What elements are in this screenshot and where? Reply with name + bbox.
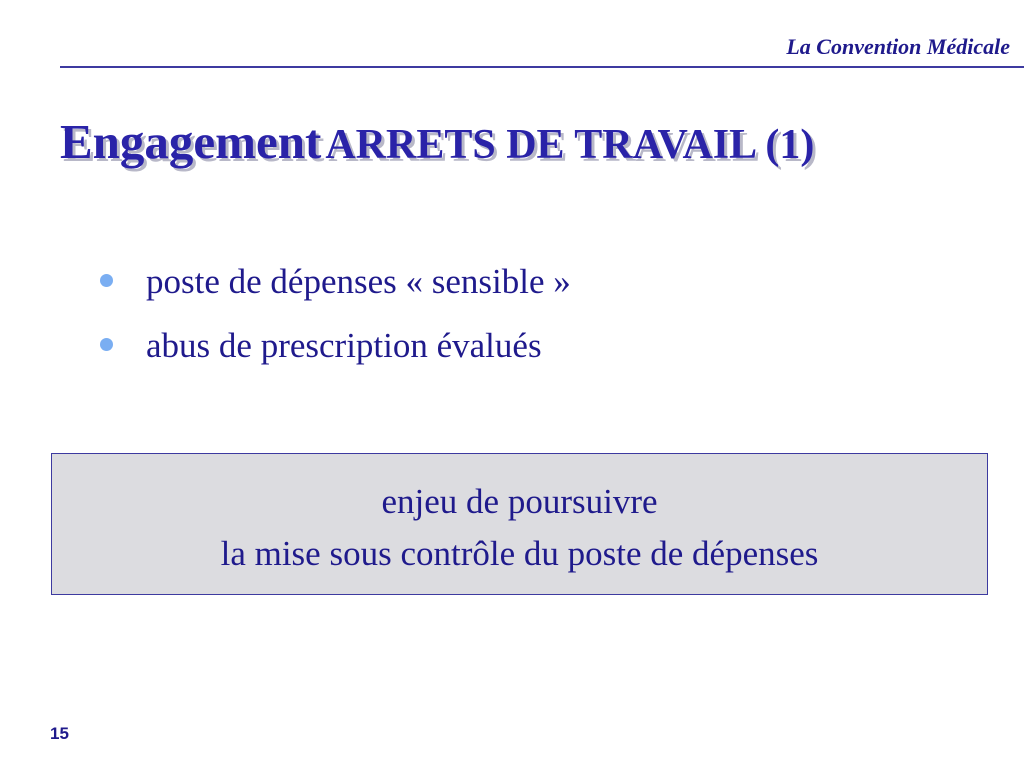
bullet-dot-icon [100, 338, 113, 351]
bullet-text: abus de prescription évalués [146, 326, 542, 365]
callout-line-1: enjeu de poursuivre [381, 482, 658, 521]
page-number: 15 [50, 724, 69, 743]
bullet-text: poste de dépenses « sensible » [146, 262, 571, 301]
slide-title-part1: Engagement [60, 114, 322, 169]
header-title: La Convention Médicale [786, 34, 1010, 59]
header-divider [60, 66, 1024, 68]
bullet-dot-icon [100, 274, 113, 287]
slide-title-part2: ARRETS DE TRAVAIL (1) [325, 122, 815, 168]
callout-box [51, 453, 988, 595]
callout-line-2: la mise sous contrôle du poste de dépenses [220, 534, 819, 573]
slide-title [60, 114, 815, 169]
